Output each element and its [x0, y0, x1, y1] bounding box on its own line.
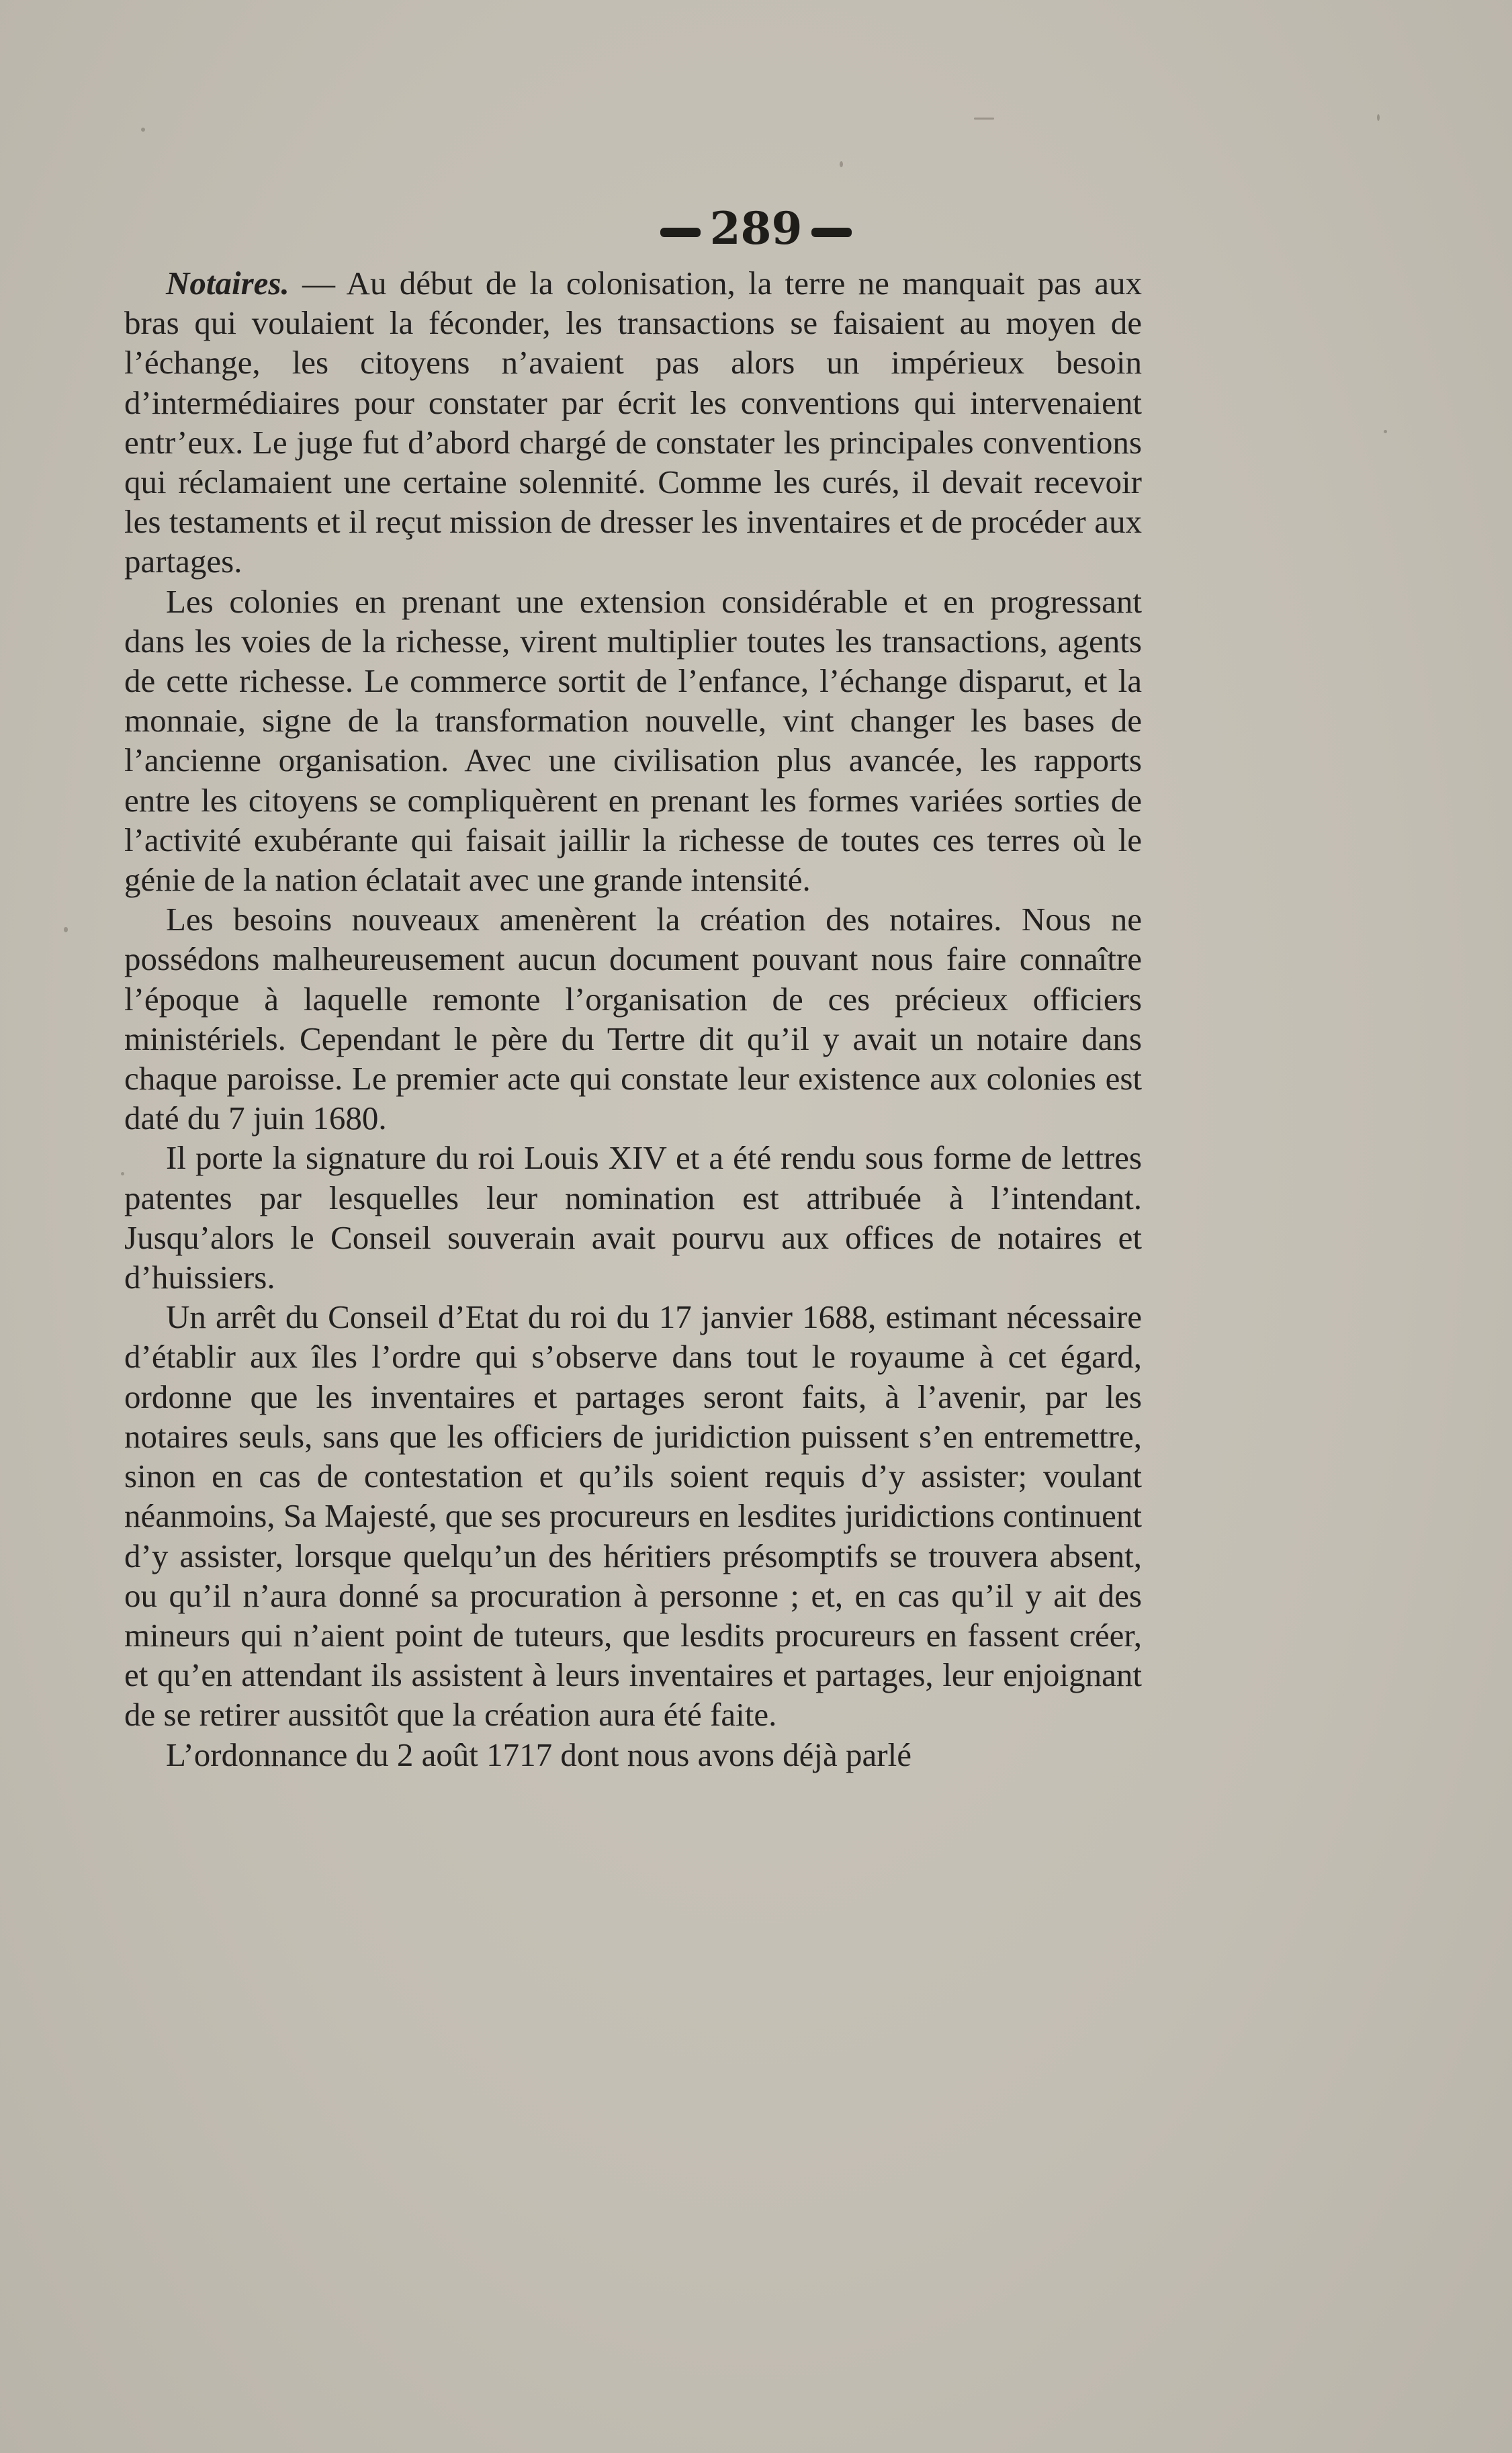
- paragraph: Un arrêt du Conseil d’Etat du roi du 17 janvier 1688, estimant nécessaire d’établir aux îles l’ordre qui s’observe dans tout le royaume à cet égard, ordonne que les inventaires et partages seront faits, à l’avenir, par les notaires seuls, sans que les officiers de juridiction puissent s’en entremettre, sinon en cas de contestation et qu’ils soient requis d’y assister; voulant néanmoins, Sa Majesté, que ses procureurs en lesdites juridictions continuent d’y assister, lorsque quelqu’un des héritiers présomptifs se trouvera absent, ou qu’il n’aura donné sa procuration à personne ; et, en cas qu’il y ait des mineurs qui n’aient point de tuteurs, que lesdits procureurs en fassent créer, et qu’en attendant ils assistent à leurs inventaires et partages, leur enjoignant de se retirer aussitôt que la création aura été faite.: [124, 1298, 1142, 1734]
- page-body: [124, 263, 1142, 1775]
- paragraph: [124, 263, 1142, 582]
- paper-speck: [141, 128, 145, 132]
- header-right-ornament: [811, 228, 852, 237]
- paragraph: Les colonies en prenant une extension considérable et en progressant dans les voies de la richesse, virent multiplier toutes les transactions, agents de cette richesse. Le commerce sortit de l’enfance, l’échange disparut, et la monnaie, signe de la transformation nouvelle, vint changer les bases de l’ancienne organisation. Avec une civilisation plus avancée, les rapports entre les citoyens se compliquèrent en prenant les formes variées sorties de l’activité exubérante qui faisait jaillir la richesse de toutes ces terres où le génie de la nation éclatait avec une grande intensité.: [124, 582, 1142, 899]
- paper-speck: [1384, 430, 1387, 433]
- section-heading: Notaires.: [166, 265, 290, 302]
- page-header: [0, 202, 1512, 255]
- page-number: 289: [709, 202, 803, 255]
- paper-speck: [64, 927, 68, 932]
- paragraph: L’ordonnance du 2 août 1717 dont nous avons déjà parlé: [166, 1736, 911, 1773]
- header-left-ornament: [660, 228, 701, 237]
- paper-speck: [840, 161, 843, 167]
- paragraph-text: — Au début de la colonisation, la terre ne manquait pas aux bras qui voulaient la féconder, les transactions se faisaient au moyen de l’échange, les citoyens n’avaient pas alors un impérieux besoin d’intermédiaires pour constater par écrit les conventions qui intervenaient entr’eux. Le juge fut d’abord chargé de constater les principales conventions qui réclamaient une certaine solennité. Comme les curés, il devait recevoir les testaments et il reçut mission de dresser les inventaires et de procéder aux partages.: [124, 265, 1142, 580]
- paragraph: Les besoins nouveaux amenèrent la création des notaires. Nous ne possédons malheureusement aucun document pouvant nous faire connaître l’époque à laquelle remonte l’organisation de ces précieux officiers ministériels. Cependant le père du Tertre dit qu’il y avait un notaire dans chaque paroisse. Le premier acte qui constate leur existence aux colonies est daté du 7 juin 1680.: [124, 901, 1142, 1137]
- paragraph: Il porte la signature du roi Louis XIV et a été rendu sous forme de lettres patentes par lesquelles leur nomination est attribuée à l’intendant. Jusqu’alors le Conseil souverain avait pourvu aux offices de notaires et d’huissiers.: [124, 1139, 1142, 1296]
- paper-speck: [1377, 114, 1380, 121]
- paper-speck: [974, 118, 994, 120]
